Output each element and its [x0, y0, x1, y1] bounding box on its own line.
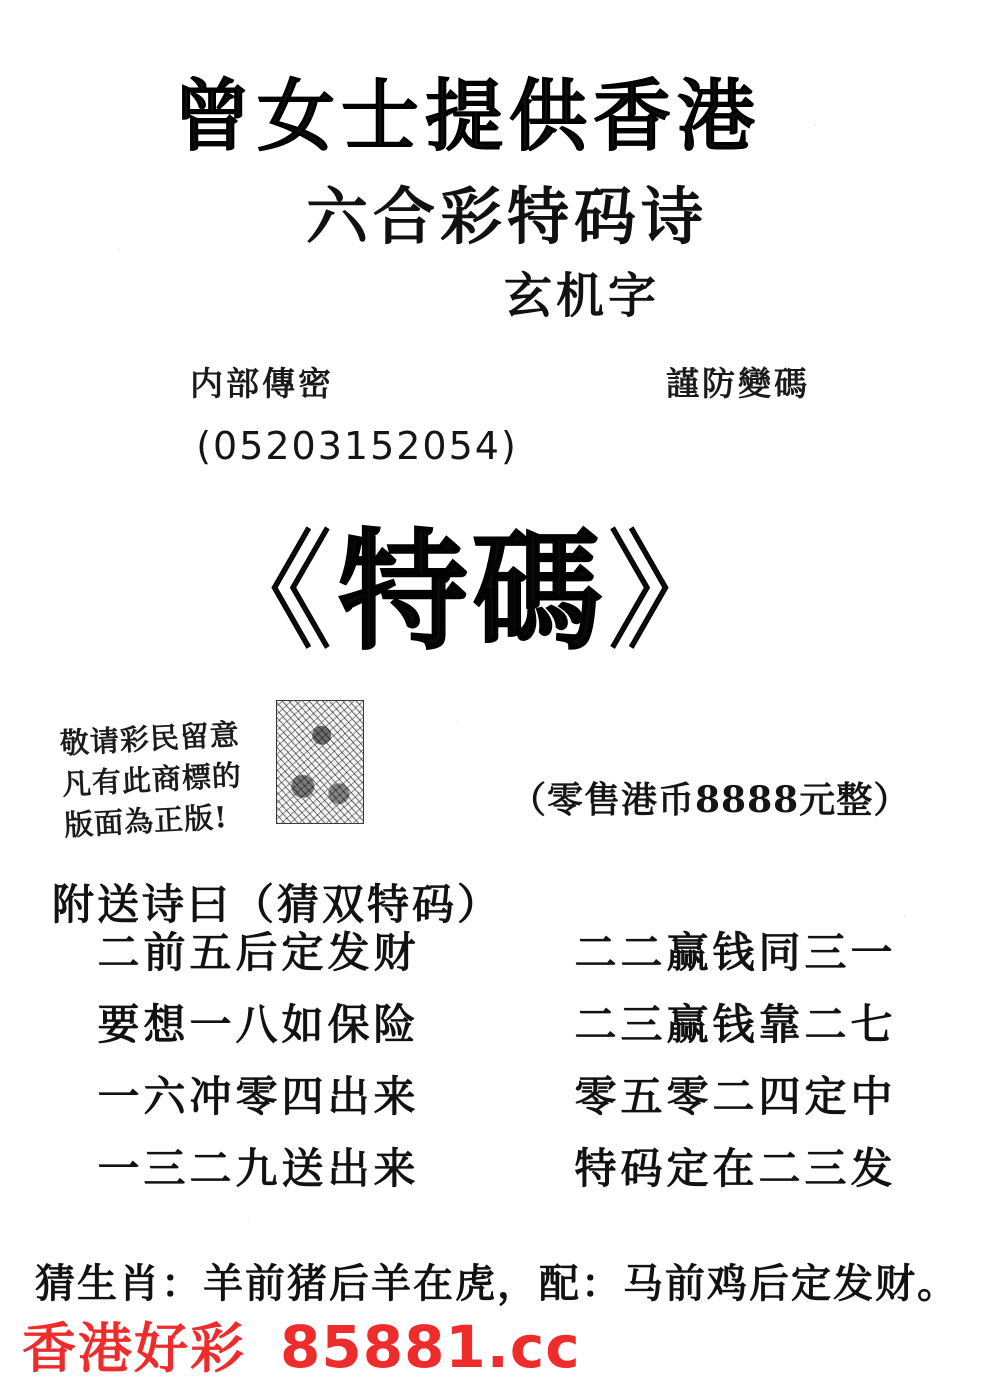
page-title-secondary: 六合彩特码诗 — [305, 180, 708, 253]
poem-column-left — [0, 928, 497, 1220]
page-title-primary: 曾女士提供香港 — [172, 71, 761, 162]
authenticity-note-line: 版面為正版! — [63, 800, 229, 843]
footer-branding — [22, 1313, 581, 1381]
footer-website: 85881.cc — [280, 1313, 581, 1381]
serial-number: (05203152054) — [196, 424, 518, 468]
headline-text: 特碼 — [337, 515, 606, 668]
retail-price-text: （零售港币8888元整） — [510, 779, 911, 821]
notice-right-text: 謹防變碼 — [666, 364, 810, 403]
poem-line: 零五零二四定中 — [574, 1072, 897, 1121]
notice-left-text: 内部傳密 — [190, 364, 334, 403]
poem-line: 二二赢钱同三一 — [574, 928, 897, 977]
poem-line: 特码定在二三发 — [574, 1144, 897, 1193]
headline-open-paren: 《 — [203, 516, 338, 668]
trademark-stamp-icon — [276, 700, 364, 824]
poem-line: 二三赢钱靠二七 — [574, 1000, 897, 1049]
authenticity-note-line: 凡有此商標的 — [61, 758, 243, 802]
page-title-tertiary: 玄机字 — [503, 268, 660, 324]
authenticity-note-line: 敬请彩民留意 — [59, 717, 241, 761]
headline-close-paren: 》 — [606, 516, 741, 668]
poem-heading: 附送诗曰（猜双特码） — [52, 880, 503, 929]
poem-columns — [0, 928, 994, 1220]
poem-line: 一三二九送出来 — [97, 1144, 420, 1193]
footer-brand-name: 香港好彩 — [22, 1316, 246, 1380]
authenticity-note — [59, 713, 275, 847]
headline-special-code — [0, 515, 969, 668]
zodiac-guess-line: 猜生肖：羊前猪后羊在虎，配：马前鸡后定发财。 — [35, 1260, 959, 1307]
poem-line: 一六冲零四出来 — [97, 1072, 420, 1121]
poem-line: 二前五后定发财 — [97, 928, 420, 977]
poem-column-right — [497, 928, 994, 1220]
poem-line: 要想一八如保险 — [97, 1000, 420, 1049]
notice-row — [190, 358, 810, 405]
